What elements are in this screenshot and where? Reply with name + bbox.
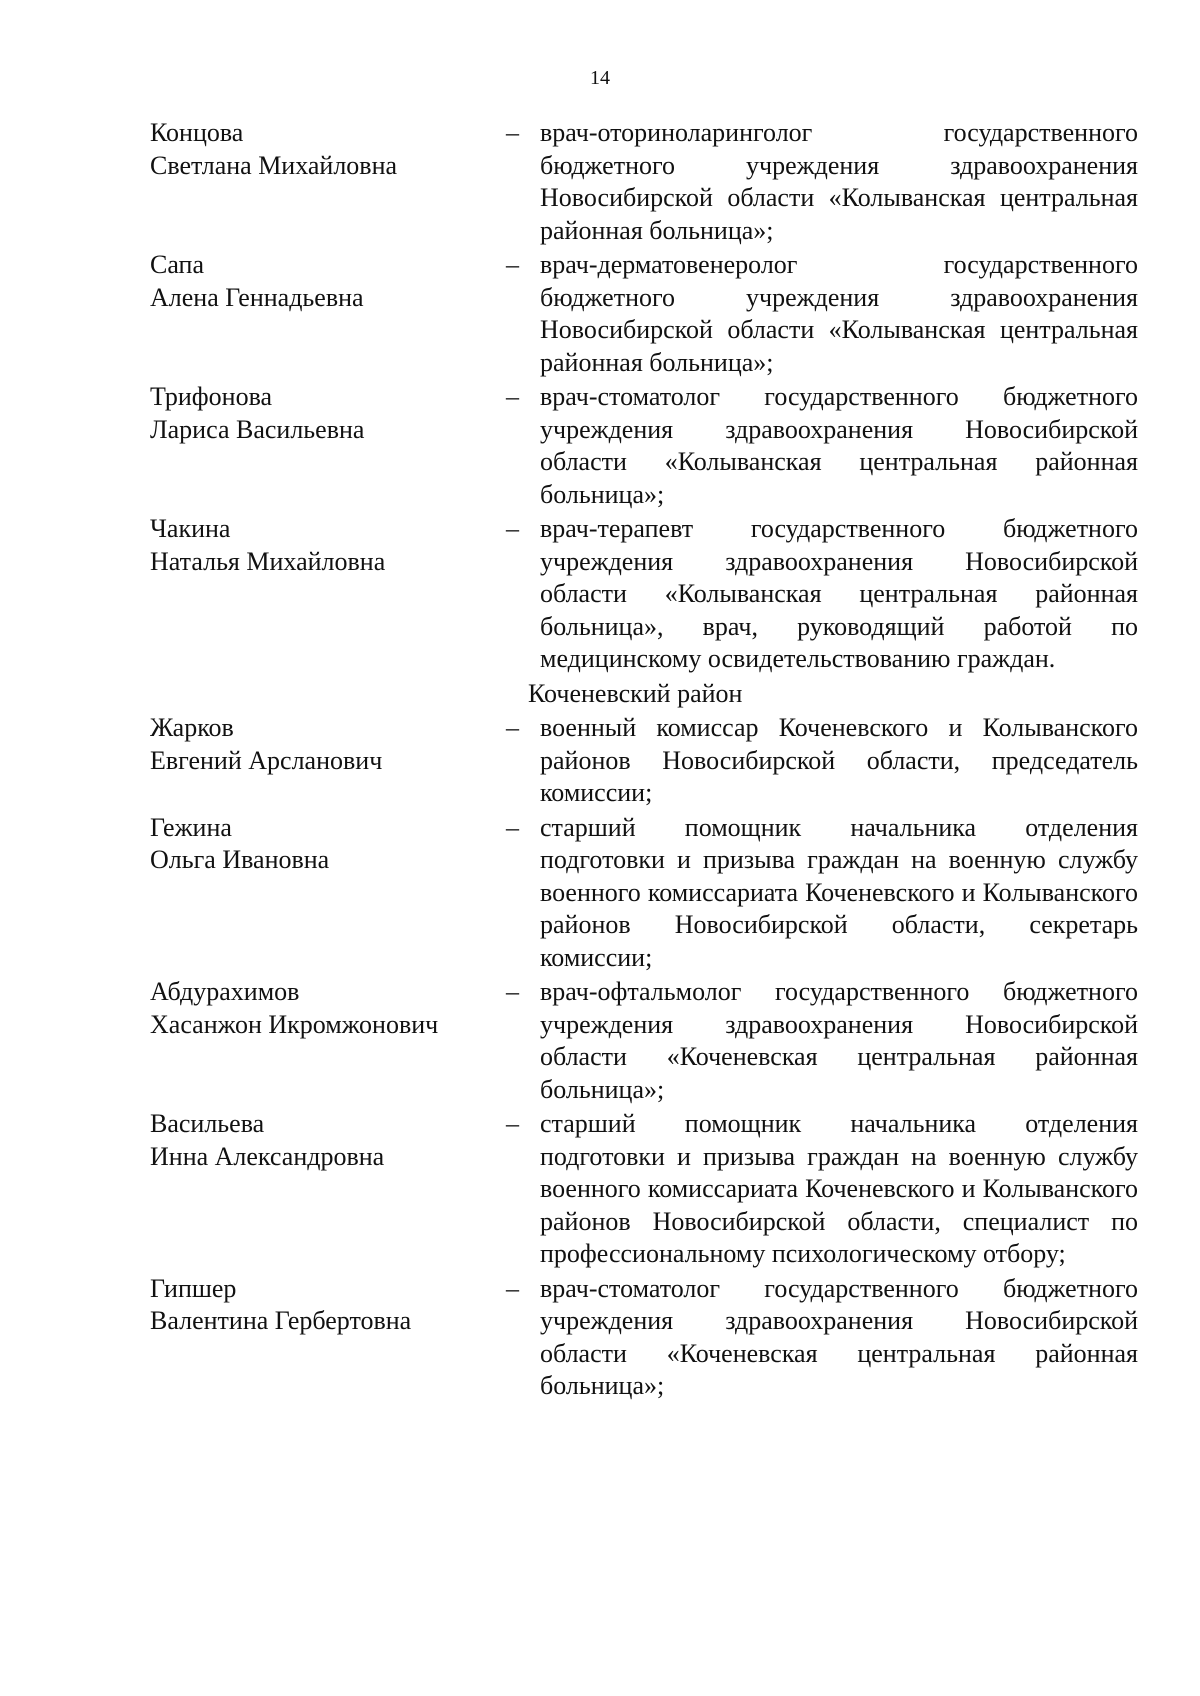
district-heading: Коченевский район <box>528 678 743 708</box>
member-surname: Чакина <box>150 514 231 543</box>
entry-dash: – <box>506 514 519 543</box>
member-name <box>150 812 506 877</box>
member-entry <box>150 249 1138 379</box>
member-given-names: Инна Александровна <box>150 1141 385 1171</box>
member-entry <box>150 812 1138 975</box>
member-entry <box>150 117 1138 247</box>
member-given-names: Лариса Васильевна <box>150 414 365 444</box>
entry-dash: – <box>506 1109 519 1138</box>
member-name <box>150 513 506 578</box>
member-surname: Васильева <box>150 1109 265 1138</box>
entry-dash: – <box>506 977 519 1006</box>
member-entry <box>150 1108 1138 1271</box>
member-position: врач-дерматовенеролог государственного бюджетного учреждения здравоохранения Новосибирской области «Колыванская центральная районная больница»; <box>540 250 1138 377</box>
member-given-names: Наталья Михайловна <box>150 546 386 576</box>
member-name <box>150 381 506 446</box>
member-name <box>150 712 506 777</box>
page-number: 14 <box>590 67 610 89</box>
member-given-names: Валентина Гербертовна <box>150 1306 412 1335</box>
member-name <box>150 1108 506 1173</box>
member-surname: Сапа <box>150 250 204 279</box>
entries-group-kochenevo <box>150 712 1138 1403</box>
member-position: врач-стоматолог государственного бюджетного учреждения здравоохранения Новосибирской области «Коченевская центральная районная больница»; <box>540 1273 1138 1400</box>
member-surname: Жарков <box>150 713 234 742</box>
member-surname: Трифонова <box>150 382 273 411</box>
member-surname: Гипшер <box>150 1273 237 1303</box>
entry-dash: – <box>506 713 519 742</box>
member-surname: Концова <box>150 118 244 147</box>
entry-dash: – <box>506 382 519 411</box>
member-given-names: Ольга Ивановна <box>150 845 330 874</box>
member-position: военный комиссар Коченевского и Колыванского районов Новосибирской области, председатель комиссии; <box>540 713 1138 807</box>
member-name <box>150 1273 506 1338</box>
member-surname: Гежина <box>150 812 232 842</box>
commission-member-list <box>150 117 1138 1403</box>
entry-dash: – <box>506 812 519 842</box>
member-given-names: Светлана Михайловна <box>150 150 398 180</box>
member-position: старший помощник начальника отделения подготовки и призыва граждан на военную службу военного комиссариата Коченевского и Колыванского районов Новосибирской области, специалист по профессиональному психологическому отбору; <box>540 1109 1138 1268</box>
member-entry <box>150 513 1138 676</box>
member-position: врач-оториноларинголог государственного бюджетного учреждения здравоохранения Новосибирской области «Колыванская центральная районная больница»; <box>540 118 1138 245</box>
member-name <box>150 117 506 182</box>
member-given-names: Алена Геннадьевна <box>150 282 364 312</box>
member-name <box>150 249 506 314</box>
entry-dash: – <box>506 250 519 279</box>
entry-dash: – <box>506 118 519 147</box>
member-entry <box>150 381 1138 511</box>
member-position: старший помощник начальника отделения подготовки и призыва граждан на военную службу военного комиссариата Коченевского и Колыванского районов Новосибирской области, секретарь комиссии; <box>540 812 1138 972</box>
member-given-names: Хасанжон Икромжонович <box>150 1009 439 1039</box>
member-entry <box>150 712 1138 810</box>
member-name <box>150 976 506 1041</box>
member-entry <box>150 976 1138 1106</box>
entries-group-kolyvan <box>150 117 1138 676</box>
member-position: врач-терапевт государственного бюджетного учреждения здравоохранения Новосибирской области «Колыванская центральная районная больница», врач, руководящий работой по медицинскому освидетельствованию граждан. <box>540 514 1138 673</box>
member-position: врач-офтальмолог государственного бюджетного учреждения здравоохранения Новосибирской области «Коченевская центральная районная больница»; <box>540 977 1138 1104</box>
entry-dash: – <box>506 1273 519 1303</box>
member-surname: Абдурахимов <box>150 977 300 1006</box>
member-given-names: Евгений Арсланович <box>150 745 383 775</box>
member-entry <box>150 1273 1138 1403</box>
member-position: врач-стоматолог государственного бюджетного учреждения здравоохранения Новосибирской области «Колыванская центральная районная больница»; <box>540 382 1138 509</box>
